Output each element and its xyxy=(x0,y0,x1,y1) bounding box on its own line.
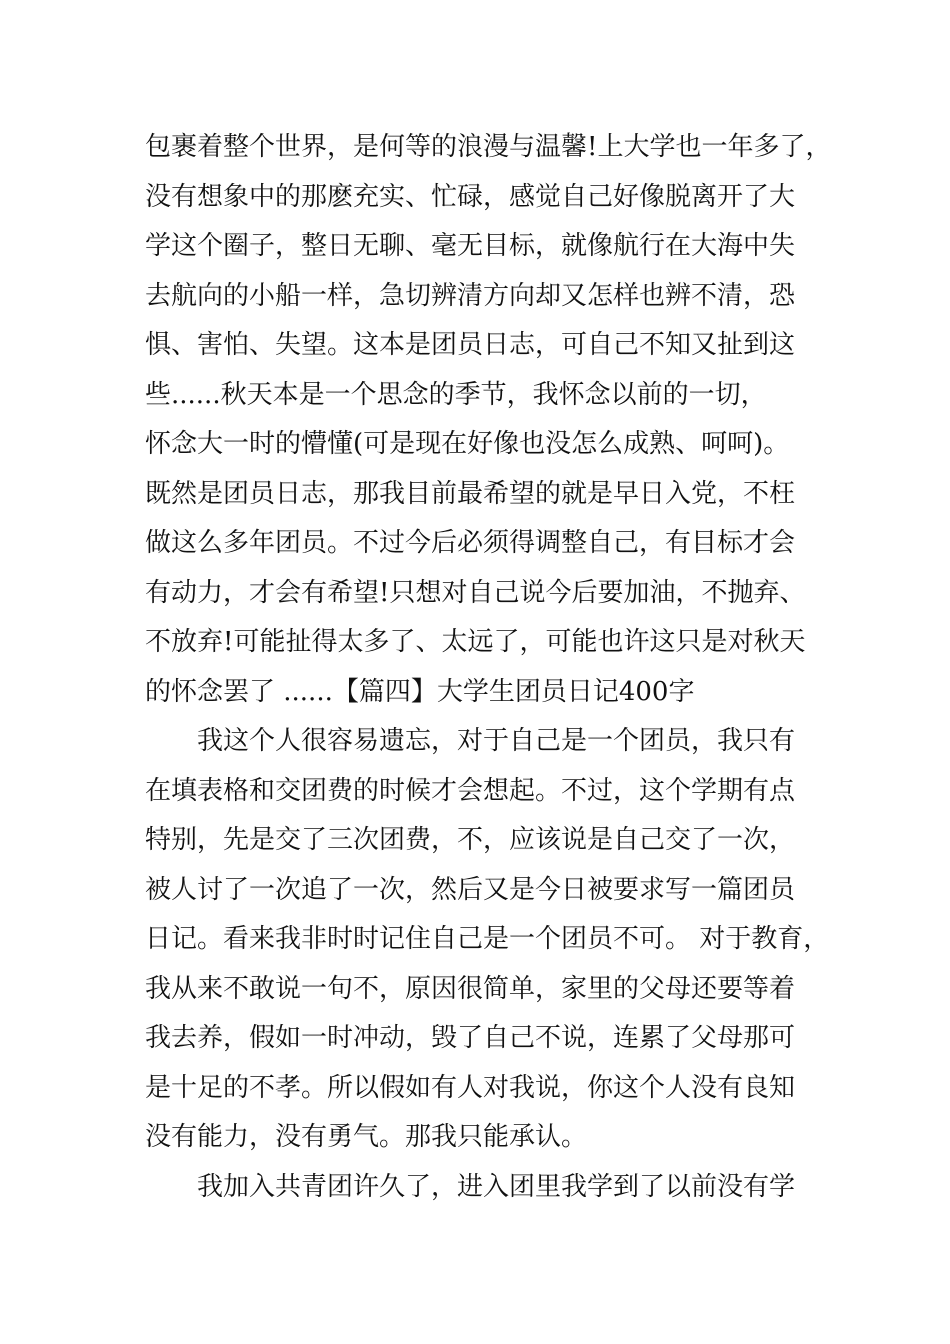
text-line: 我从来不敢说一句不，原因很简单，家里的父母还要等着 xyxy=(145,973,796,1004)
paragraph-3 xyxy=(145,1163,825,1213)
document-body xyxy=(145,123,832,1212)
text-line: 日记。看来我非时时记住自己是一个团员不可。 对于教育， xyxy=(145,924,830,954)
text-line: 既然是团员日志，那我目前最希望的就是早日入党，不枉 xyxy=(145,478,796,509)
text-line: 没有能力，没有勇气。那我只能承认。 xyxy=(145,1122,588,1152)
text-line: 我加入共青团许久了，进入团里我学到了以前没有学 xyxy=(197,1171,796,1202)
text-line: 有动力，才会有希望!只想对自己说今后要加油，不抛弃、 xyxy=(145,577,806,608)
text-line: 学这个圈子，整日无聊、毫无目标，就像航行在大海中失 xyxy=(145,231,796,261)
text-line: 包裹着整个世界，是何等的浪漫与温馨!上大学也一年多了， xyxy=(145,132,832,162)
text-line: 特别，先是交了三次团费，不，应该说是自己交了一次， xyxy=(145,825,796,855)
text-line: 在填表格和交团费的时候才会想起。不过，这个学期有点 xyxy=(145,775,796,806)
text-line: 我去养，假如一时冲动，毁了自己不说，连累了父母那可 xyxy=(145,1023,796,1053)
text-line: 是十足的不孝。所以假如有人对我说，你这个人没有良知 xyxy=(145,1072,796,1103)
text-line: 做这么多年团员。不过今后必须得调整自己，有目标才会 xyxy=(145,528,796,558)
text-line: 去航向的小船一样，急切辨清方向却又怎样也辨不清，恐 xyxy=(145,280,796,311)
text-line: 不放弃!可能扯得太多了、太远了，可能也许这只是对秋天 xyxy=(145,627,806,657)
text-line: 被人讨了一次追了一次，然后又是今日被要求写一篇团员 xyxy=(145,874,796,905)
text-line: 些......秋天本是一个思念的季节，我怀念以前的一切， xyxy=(145,379,767,410)
paragraph-2 xyxy=(145,717,830,1163)
text-line: 怀念大一时的懵懂(可是现在好像也没怎么成熟、呵呵)。 xyxy=(145,429,790,459)
text-line: 没有想象中的那麽充实、忙碌，感觉自己好像脱离开了大 xyxy=(145,181,796,212)
text-line: 惧、害怕、失望。这本是团员日志，可自己不知又扯到这 xyxy=(145,330,796,360)
text-line: 的怀念罢了 ......【篇四】大学生团员日记400字 xyxy=(145,676,695,707)
paragraph-1 xyxy=(145,123,832,717)
text-line: 我这个人很容易遗忘，对于自己是一个团员，我只有 xyxy=(197,726,796,756)
